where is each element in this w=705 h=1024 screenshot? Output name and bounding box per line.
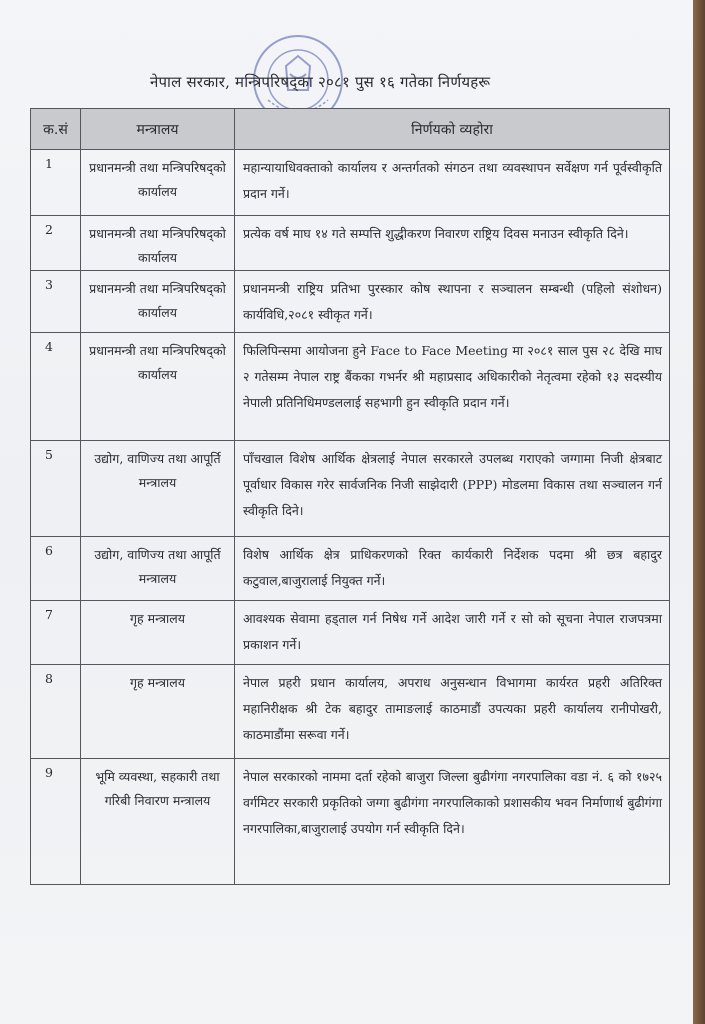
table-row [31,665,670,759]
row-serial: 3 [31,271,81,333]
row-decision: पाँचखाल विशेष आर्थिक क्षेत्रलाई नेपाल सरकारले उपलब्ध गराएको जग्गामा निजी क्षेत्रबाट पूर्वाधार विकास गरेर सार्वजनिक निजी साझेदारी (PPP) मोडलमा विकास तथा सञ्चालन गर्न स्वीकृति दिने। [235,441,670,537]
row-decision: प्रत्येक वर्ष माघ १४ गते सम्पत्ति शुद्धीकरण निवारण राष्ट्रिय दिवस मनाउन स्वीकृति दिने। [235,216,670,271]
row-ministry: प्रधानमन्त्री तथा मन्त्रिपरिषद्को कार्यालय [81,216,235,271]
row-decision: महान्यायाधिवक्ताको कार्यालय र अन्तर्गतको संगठन तथा व्यवस्थापन सर्वेक्षण गर्न पूर्वस्वीकृति प्रदान गर्ने। [235,150,670,216]
row-serial: 8 [31,665,81,759]
column-header-decision: निर्णयको व्यहोरा [235,109,670,150]
row-ministry: प्रधानमन्त्री तथा मन्त्रिपरिषद्को कार्यालय [81,271,235,333]
table-row [31,601,670,665]
row-serial: 6 [31,537,81,601]
row-decision: विशेष आर्थिक क्षेत्र प्राधिकरणको रिक्त कार्यकारी निर्देशक पदमा श्री छत्र बहादुर कटुवाल,बाजुरालाई नियुक्त गर्ने। [235,537,670,601]
row-ministry: भूमि व्यवस्था, सहकारी तथा गरिबी निवारण मन्त्रालय [81,759,235,885]
column-header-serial: क.सं [31,109,81,150]
row-decision: नेपाल सरकारको नाममा दर्ता रहेको बाजुरा जिल्ला बुढीगंगा नगरपालिका वडा नं. ६ को १७२५ वर्गमिटर सरकारी प्रकृतिको जग्गा बुढीगंगा नगरपालिकाको प्रशासकीय भवन निर्माणार्थ बुढीगंगा नगरपालिका,बाजुरालाई उपयोग गर्न स्वीकृति दिने। [235,759,670,885]
row-decision: फिलिपिन्समा आयोजना हुने Face to Face Meeting मा २०८१ साल पुस २८ देखि माघ २ गतेसम्म नेपाल राष्ट्र बैंकका गभर्नर श्री महाप्रसाद अधिकारीको नेतृत्वमा रहेको १३ सदस्यीय नेपाली प्रतिनिधिमण्डललाई सहभागी हुन स्वीकृति प्रदान गर्ने। [235,333,670,441]
table-header-row [31,109,670,150]
column-header-ministry: मन्त्रालय [81,109,235,150]
row-ministry: प्रधानमन्त्री तथा मन्त्रिपरिषद्को कार्यालय [81,150,235,216]
row-ministry: गृह मन्त्रालय [81,601,235,665]
table-row [31,271,670,333]
row-decision: आवश्यक सेवामा हड्ताल गर्न निषेध गर्ने आदेश जारी गर्ने र सो को सूचना नेपाल राजपत्रमा प्रकाशन गर्ने। [235,601,670,665]
table-row [31,759,670,885]
page-title: नेपाल सरकार, मन्त्रिपरिषद्का २०८१ पुस १६ गतेका निर्णयहरू [150,73,491,91]
row-serial: 5 [31,441,81,537]
table-row [31,441,670,537]
row-ministry: गृह मन्त्रालय [81,665,235,759]
row-serial: 9 [31,759,81,885]
row-serial: 1 [31,150,81,216]
row-ministry: प्रधानमन्त्री तथा मन्त्रिपरिषद्को कार्यालय [81,333,235,441]
decisions-table [30,108,670,885]
row-decision: नेपाल प्रहरी प्रधान कार्यालय, अपराध अनुसन्धान विभागमा कार्यरत प्रहरी अतिरिक्त महानिरीक्षक श्री टेक बहादुर तामाङलाई काठमाडौं उपत्यका प्रहरी कार्यालय रानीपोखरी, काठमाडौंमा सरूवा गर्ने। [235,665,670,759]
background-edge [693,0,705,1024]
table-row [31,150,670,216]
row-serial: 4 [31,333,81,441]
row-ministry: उद्योग, वाणिज्य तथा आपूर्ति मन्त्रालय [81,441,235,537]
table-row [31,537,670,601]
table-row [31,333,670,441]
row-serial: 2 [31,216,81,271]
row-decision: प्रधानमन्त्री राष्ट्रिय प्रतिभा पुरस्कार कोष स्थापना र सञ्चालन सम्बन्धी (पहिलो संशोधन) कार्यविधि,२०८१ स्वीकृत गर्ने। [235,271,670,333]
row-ministry: उद्योग, वाणिज्य तथा आपूर्ति मन्त्रालय [81,537,235,601]
table-row [31,216,670,271]
row-serial: 7 [31,601,81,665]
